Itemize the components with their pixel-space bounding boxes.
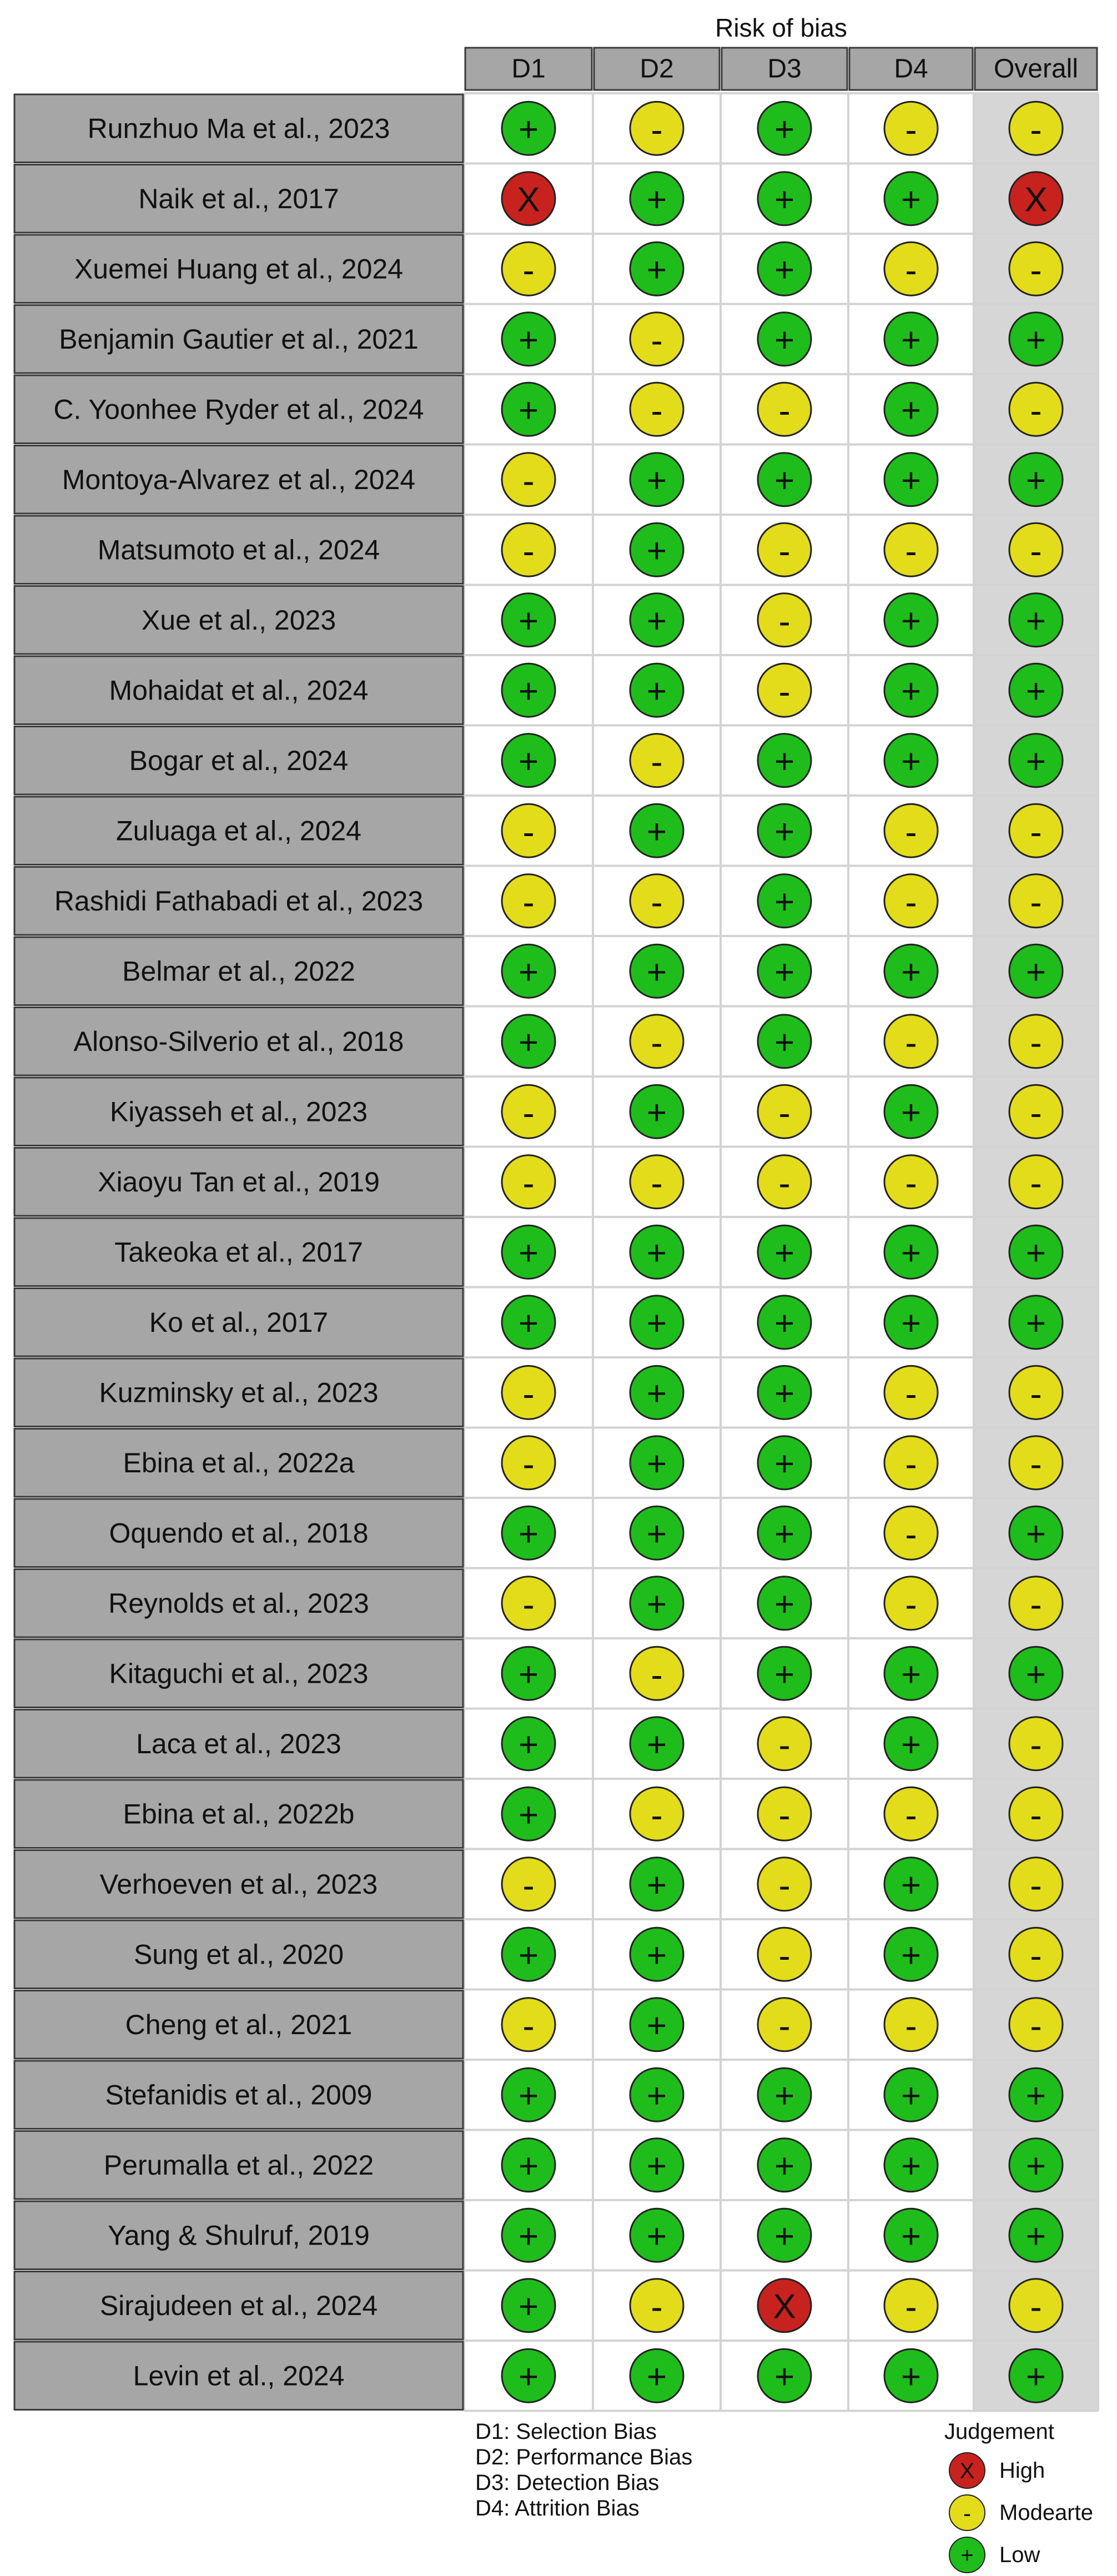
- judgement-symbol: +: [900, 2357, 922, 2396]
- study-label: Perumalla et al., 2022: [103, 2149, 374, 2181]
- column-header-label: D1: [511, 54, 546, 84]
- judgement-symbol: +: [1025, 2076, 1046, 2115]
- judgement-symbol: -: [522, 460, 535, 501]
- judgement-symbol: -: [778, 1093, 791, 1133]
- judgement-symbol: +: [900, 742, 922, 781]
- judgement-symbol: +: [646, 1304, 667, 1343]
- judgement-symbol: +: [1025, 1304, 1046, 1343]
- judgement-symbol: -: [1030, 882, 1042, 922]
- judgement-symbol: +: [774, 1374, 795, 1413]
- judgement-symbol: +: [646, 1725, 667, 1764]
- judgement-symbol: -: [905, 1514, 917, 1554]
- judgement-symbol: +: [646, 2006, 667, 2045]
- judgement-symbol: -: [778, 531, 791, 571]
- column-header-label: D3: [767, 54, 802, 84]
- judgement-symbol: +: [1025, 2147, 1046, 2186]
- rob-footer: [475, 2419, 1093, 2573]
- judgement-symbol: -: [651, 1795, 663, 1835]
- judgement-symbol: +: [900, 1655, 922, 1694]
- judgement-symbol: +: [1025, 1234, 1046, 1272]
- judgement-symbol: X: [1024, 180, 1048, 219]
- judgement-symbol: +: [900, 1234, 922, 1272]
- judgement-symbol: +: [900, 1936, 922, 1975]
- study-label: Ko et al., 2017: [149, 1306, 329, 1338]
- study-label: Benjamin Gautier et al., 2021: [59, 323, 419, 355]
- judgement-symbol: +: [646, 2147, 667, 2186]
- judgement-symbol: +: [646, 250, 667, 289]
- judgement-symbol: +: [1025, 1515, 1046, 1553]
- study-label: Kuzminsky et al., 2023: [99, 1377, 379, 1408]
- judgement-symbol: +: [774, 1304, 795, 1343]
- domain-footnote: D2: Performance Bias: [475, 2445, 693, 2469]
- judgement-symbol: +: [518, 1655, 539, 1694]
- study-label: Xuemei Huang et al., 2024: [74, 253, 404, 285]
- judgement-symbol: +: [518, 742, 539, 781]
- judgement-symbol: +: [1025, 2357, 1046, 2396]
- judgement-symbol: +: [646, 1374, 667, 1413]
- judgement-symbol: +: [646, 1234, 667, 1272]
- judgement-symbol: -: [905, 1584, 917, 1624]
- domain-footnote: D3: Detection Bias: [475, 2471, 660, 2495]
- judgement-symbol: +: [646, 1936, 667, 1975]
- judgement-symbol: +: [646, 1515, 667, 1553]
- study-label: Reynolds et al., 2023: [108, 1587, 369, 1619]
- judgement-symbol: -: [1030, 1935, 1042, 1976]
- judgement-symbol: +: [774, 2076, 795, 2115]
- judgement-symbol: +: [774, 1655, 795, 1694]
- study-label: Verhoeven et al., 2023: [99, 1868, 378, 1900]
- judgement-symbol: +: [774, 1585, 795, 1624]
- study-label: Mohaidat et al., 2024: [109, 675, 369, 706]
- legend-title: Judgement: [944, 2419, 1054, 2444]
- judgement-symbol: +: [900, 953, 922, 992]
- study-label: Xiaoyu Tan et al., 2019: [98, 1166, 380, 1198]
- judgement-symbol: -: [522, 812, 535, 852]
- study-label: Sung et al., 2020: [133, 1939, 344, 1970]
- judgement-symbol: -: [1030, 1163, 1042, 1203]
- legend-symbol: +: [960, 2543, 974, 2568]
- judgement-symbol: -: [905, 1443, 917, 1484]
- study-label: Ebina et al., 2022b: [123, 1798, 355, 1830]
- study-label: Rashidi Fathabadi et al., 2023: [54, 885, 424, 917]
- study-label: Yang & Shulruf, 2019: [108, 2220, 370, 2251]
- judgement-symbol: -: [522, 1584, 535, 1624]
- column-header-label: Overall: [993, 54, 1079, 84]
- judgement-symbol: +: [774, 1023, 795, 1062]
- judgement-symbol: -: [905, 1022, 917, 1063]
- judgement-symbol: -: [651, 109, 663, 150]
- judgement-symbol: +: [646, 2076, 667, 2115]
- judgement-symbol: +: [774, 321, 795, 360]
- study-label: Sirajudeen et al., 2024: [99, 2290, 378, 2321]
- domain-footnote: D4: Attrition Bias: [475, 2496, 640, 2520]
- judgement-symbol: +: [900, 180, 922, 219]
- study-label: Runzhuo Ma et al., 2023: [87, 113, 390, 144]
- judgement-symbol: -: [1030, 250, 1042, 290]
- judgement-symbol: -: [522, 531, 535, 571]
- judgement-symbol: +: [774, 1234, 795, 1272]
- judgement-symbol: -: [778, 601, 791, 641]
- judgement-symbol: +: [900, 2076, 922, 2115]
- judgement-symbol: -: [651, 741, 663, 782]
- judgement-symbol: -: [651, 1654, 663, 1695]
- judgement-symbol: +: [1025, 461, 1046, 500]
- study-label: Kitaguchi et al., 2023: [109, 1658, 369, 1689]
- judgement-symbol: +: [900, 2147, 922, 2186]
- judgement-symbol: +: [518, 1725, 539, 1764]
- judgement-symbol: +: [900, 2217, 922, 2256]
- judgement-symbol: -: [522, 2005, 535, 2046]
- judgement-symbol: -: [905, 1795, 917, 1835]
- study-label: Laca et al., 2023: [136, 1728, 341, 1759]
- judgement-symbol: -: [1030, 1022, 1042, 1063]
- column-header-label: D2: [640, 54, 674, 84]
- study-label: Kiyasseh et al., 2023: [109, 1096, 368, 1128]
- judgement-symbol: +: [774, 110, 795, 149]
- judgement-symbol: -: [522, 1865, 535, 1905]
- judgement-symbol: X: [773, 2287, 796, 2326]
- judgement-symbol: -: [651, 1163, 663, 1203]
- judgement-symbol: -: [522, 882, 535, 922]
- judgement-symbol: +: [646, 2217, 667, 2256]
- judgement-symbol: X: [517, 180, 540, 219]
- judgement-symbol: -: [1030, 1795, 1042, 1835]
- judgement-symbol: +: [774, 742, 795, 781]
- judgement-symbol: -: [905, 531, 917, 571]
- judgement-symbol: +: [518, 1304, 539, 1343]
- judgement-symbol: -: [1030, 1584, 1042, 1624]
- judgement-symbol: +: [900, 1093, 922, 1132]
- judgement-symbol: -: [778, 390, 791, 431]
- legend-label: High: [999, 2458, 1045, 2483]
- judgement-symbol: +: [1025, 672, 1046, 711]
- legend-label: Low: [999, 2543, 1040, 2567]
- judgement-symbol: +: [646, 672, 667, 711]
- study-label: Takeoka et al., 2017: [114, 1236, 363, 1268]
- rob-table: [14, 13, 1098, 2411]
- judgement-symbol: -: [651, 320, 663, 360]
- judgement-symbol: -: [905, 1373, 917, 1414]
- judgement-symbol: +: [1025, 953, 1046, 992]
- study-label: C. Yoonhee Ryder et al., 2024: [53, 394, 424, 425]
- judgement-symbol: +: [518, 1936, 539, 1975]
- judgement-symbol: +: [646, 180, 667, 219]
- study-label: Bogar et al., 2024: [129, 744, 349, 776]
- judgement-symbol: +: [1025, 2217, 1046, 2256]
- judgement-symbol: +: [518, 110, 539, 149]
- judgement-symbol: +: [646, 1585, 667, 1624]
- judgement-symbol: +: [646, 531, 667, 570]
- judgement-symbol: +: [518, 2357, 539, 2396]
- study-label: Levin et al., 2024: [133, 2360, 345, 2392]
- judgement-symbol: +: [774, 2217, 795, 2256]
- judgement-symbol: -: [522, 1443, 535, 1484]
- judgement-symbol: +: [774, 953, 795, 992]
- judgement-symbol: +: [900, 672, 922, 711]
- judgement-symbol: -: [651, 2286, 663, 2327]
- judgement-symbol: +: [1025, 742, 1046, 781]
- judgement-symbol: -: [778, 1163, 791, 1203]
- judgement-symbol: -: [778, 1935, 791, 1976]
- judgement-symbol: +: [900, 602, 922, 641]
- study-label: Zuluaga et al., 2024: [116, 815, 361, 847]
- legend-symbol: -: [963, 2500, 971, 2527]
- judgement-symbol: +: [774, 2147, 795, 2186]
- judgement-symbol: -: [522, 1093, 535, 1133]
- judgement-symbol: +: [518, 953, 539, 992]
- judgement-symbol: -: [1030, 1724, 1042, 1765]
- judgement-symbol: -: [651, 882, 663, 922]
- column-header-label: D4: [894, 54, 928, 84]
- judgement-symbol: -: [1030, 812, 1042, 852]
- judgement-symbol: -: [905, 109, 917, 150]
- judgement-symbol: -: [905, 250, 917, 290]
- judgement-symbol: -: [778, 2005, 791, 2046]
- judgement-symbol: +: [518, 2217, 539, 2256]
- judgement-symbol: +: [900, 1866, 922, 1905]
- chart-title: Risk of bias: [715, 13, 847, 42]
- judgement-symbol: -: [1030, 1443, 1042, 1484]
- judgement-symbol: +: [518, 672, 539, 711]
- judgement-symbol: +: [774, 1515, 795, 1553]
- judgement-symbol: +: [774, 812, 795, 851]
- judgement-symbol: -: [778, 1795, 791, 1835]
- judgement-symbol: +: [774, 250, 795, 289]
- judgement-symbol: +: [774, 461, 795, 500]
- judgement-symbol: -: [905, 812, 917, 852]
- study-label: Ebina et al., 2022a: [123, 1447, 355, 1478]
- judgement-symbol: +: [1025, 1655, 1046, 1694]
- legend-label: Modearte: [999, 2500, 1093, 2525]
- judgement-symbol: +: [518, 2076, 539, 2115]
- judgement-symbol: +: [518, 602, 539, 641]
- judgement-symbol: -: [905, 882, 917, 922]
- judgement-symbol: +: [518, 391, 539, 430]
- study-label: Matsumoto et al., 2024: [97, 534, 380, 566]
- judgement-symbol: +: [900, 1725, 922, 1764]
- judgement-symbol: +: [900, 1304, 922, 1343]
- judgement-symbol: -: [651, 1022, 663, 1063]
- judgement-symbol: -: [1030, 2286, 1042, 2327]
- judgement-symbol: -: [651, 390, 663, 431]
- judgement-symbol: +: [900, 321, 922, 360]
- judgement-symbol: +: [774, 883, 795, 922]
- judgement-symbol: +: [518, 1234, 539, 1272]
- domain-footnote: D1: Selection Bias: [475, 2419, 657, 2444]
- judgement-symbol: +: [518, 1515, 539, 1553]
- legend-symbol: X: [959, 2459, 975, 2483]
- judgement-symbol: +: [518, 2287, 539, 2326]
- study-label: Montoya-Alvarez et al., 2024: [62, 464, 416, 495]
- judgement-symbol: -: [905, 2005, 917, 2046]
- judgement-symbol: -: [1030, 531, 1042, 571]
- judgement-symbol: +: [646, 953, 667, 992]
- study-label: Naik et al., 2017: [138, 183, 339, 214]
- judgement-symbol: -: [1030, 390, 1042, 431]
- judgement-symbol: +: [518, 1023, 539, 1062]
- judgement-symbol: +: [774, 2357, 795, 2396]
- judgement-symbol: -: [905, 2286, 917, 2327]
- judgement-symbol: +: [646, 1445, 667, 1483]
- study-label: Oquendo et al., 2018: [109, 1517, 369, 1549]
- judgement-symbol: +: [646, 1093, 667, 1132]
- judgement-symbol: -: [522, 1163, 535, 1203]
- judgement-symbol: -: [1030, 2005, 1042, 2046]
- judgement-symbol: +: [646, 2357, 667, 2396]
- judgement-symbol: -: [522, 1373, 535, 1414]
- study-label: Alonso-Silverio et al., 2018: [73, 1025, 404, 1057]
- judgement-symbol: -: [1030, 109, 1042, 150]
- judgement-symbol: -: [1030, 1093, 1042, 1133]
- judgement-symbol: +: [900, 461, 922, 500]
- judgement-symbol: +: [518, 321, 539, 360]
- judgement-symbol: -: [1030, 1865, 1042, 1905]
- judgement-symbol: -: [778, 1724, 791, 1765]
- judgement-symbol: +: [774, 1445, 795, 1483]
- judgement-symbol: -: [1030, 1373, 1042, 1414]
- judgement-symbol: +: [900, 391, 922, 430]
- judgement-symbol: -: [905, 1163, 917, 1203]
- study-label: Belmar et al., 2022: [122, 955, 355, 987]
- judgement-symbol: +: [646, 1866, 667, 1905]
- judgement-symbol: +: [518, 2147, 539, 2186]
- judgement-symbol: +: [518, 1795, 539, 1834]
- judgement-symbol: +: [646, 461, 667, 500]
- judgement-symbol: +: [774, 180, 795, 219]
- judgement-symbol: +: [646, 812, 667, 851]
- judgement-symbol: -: [778, 671, 791, 712]
- judgement-symbol: +: [646, 602, 667, 641]
- judgement-symbol: +: [1025, 602, 1046, 641]
- study-label: Cheng et al., 2021: [125, 2009, 353, 2040]
- judgement-symbol: +: [1025, 321, 1046, 360]
- judgement-symbol: -: [778, 1865, 791, 1905]
- study-label: Xue et al., 2023: [141, 604, 336, 636]
- study-label: Stefanidis et al., 2009: [105, 2079, 373, 2111]
- judgement-symbol: -: [522, 250, 535, 290]
